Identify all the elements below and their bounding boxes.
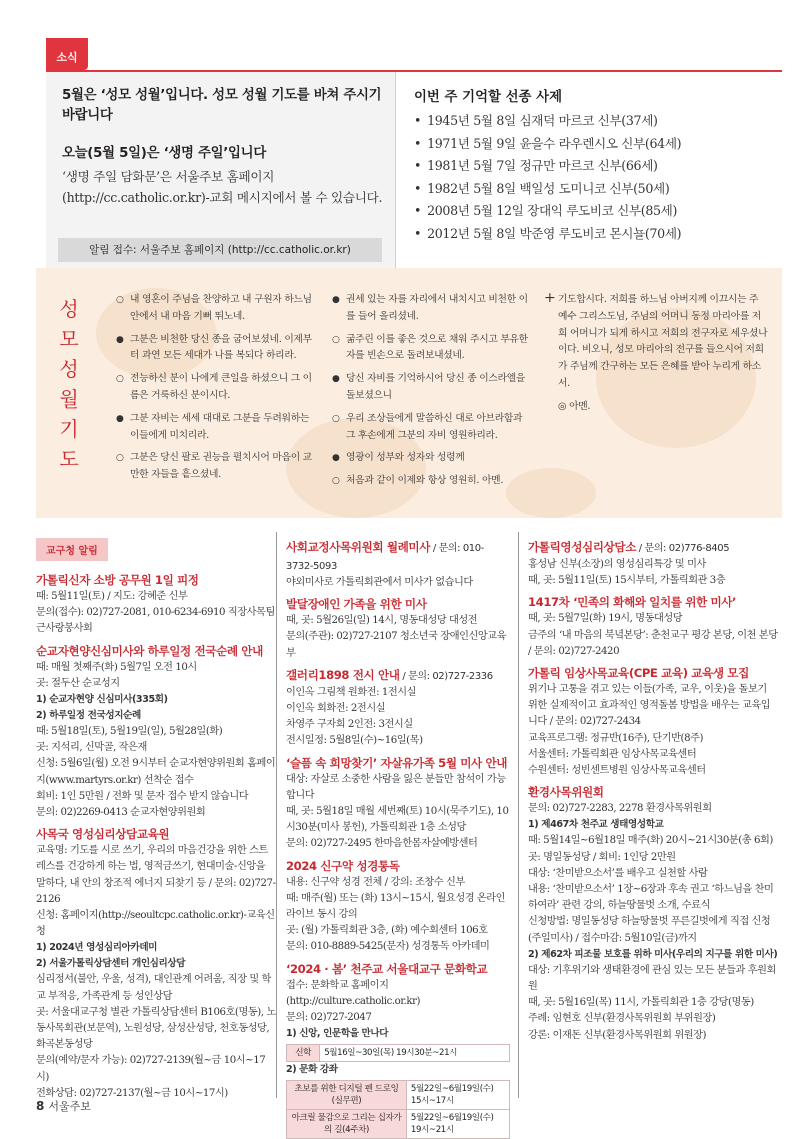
page-footer <box>36 1098 91 1114</box>
open-circle-icon: ○ <box>116 453 124 464</box>
prayer-verse <box>116 450 316 484</box>
news-line: 곳: 절두산 순교성지 <box>36 677 120 689</box>
news-title-text: 순교자현양신심미사와 하루일정 전국순례 안내 <box>36 643 263 658</box>
prayer-verse-text: 굶주린 이를 좋은 것으로 채워 주시고 부유한 자를 빈손으로 돌려보내셨네. <box>346 333 528 362</box>
open-circle-icon: ○ <box>332 413 340 424</box>
news-line: 접수: 문화학교 홈페이지(http://culture.catholic.or.kr) <box>286 979 421 1007</box>
prayer-verse <box>116 332 316 366</box>
news-line: 대상: 자살로 소중한 사람을 잃은 분들만 참석이 가능합니다 <box>286 773 506 801</box>
news-subheading: 1) 순교자현양 신심미사(335회) <box>36 694 168 706</box>
filled-circle-icon: ● <box>116 413 124 424</box>
prayer-verse-text: 내 영혼이 주님을 찬양하고 내 구원자 하느님 안에서 내 마음 기뻐 뛰노네. <box>130 294 312 322</box>
news-title <box>36 643 276 660</box>
news-line: 내용: 신구약 성경 전체 / 강의: 조창수 신부 <box>286 876 465 888</box>
prayer-title-char: 도 <box>59 447 79 471</box>
prayer-verse <box>332 292 528 326</box>
news-title-contact: / 문의: 02)727-2336 <box>399 670 493 682</box>
news-title <box>286 755 510 772</box>
prayer-verse-text: 권세 있는 자를 자리에서 내치시고 비천한 이를 들어 올리셨네. <box>346 294 528 322</box>
news-line: 때: 5월14일~6월18일 매주(화) 20시~21시30분(총 6회) <box>528 835 773 847</box>
news-column-1 <box>36 538 276 1098</box>
news-subheading: 2) 하루일정 전국성지순례 <box>36 710 141 722</box>
may-month-heading: 5월은 ‘성모 성월’입니다. 성모 성월 기도를 바쳐 주시기 바랍니다 <box>62 88 382 123</box>
news-title-text: 가톨릭 임상사목교육(CPE 교육) 교육생 모집 <box>528 666 749 681</box>
news-title-text: ‘슬픔 속 희망찾기’ 자살유가족 5월 미사 안내 <box>286 755 508 770</box>
news-title <box>286 961 510 978</box>
life-sunday-heading: 오늘(5월 5일)은 ‘생명 주일’입니다 <box>62 146 266 161</box>
news-title <box>528 665 778 682</box>
prayer-verse <box>116 411 316 445</box>
news-line: 때, 곳: 5월11일(토) 15시부터, 가톨릭회관 3층 <box>528 575 726 587</box>
filled-circle-icon: ● <box>332 453 340 464</box>
news-line: 곳: 서울대교구청 별관 가톨릭상담센터 B106호(명동), 노동사목회관(보문역), 노원성당, 삼성산성당, 천호동성당, 화곡본동성당 <box>36 1006 276 1051</box>
news-line: 회비: 1인 5만원 / 전화 및 문자 접수 받지 않습니다 <box>36 790 249 802</box>
news-title <box>286 539 510 575</box>
news-line: 때: 5월18일(토), 5월19일(일), 5월28일(화) <box>36 726 223 738</box>
prayer-column-2 <box>332 292 528 496</box>
cross-icon: + <box>544 290 556 306</box>
news-line: 전화상담: 02)727-2137(월~금 10시~17시) <box>36 1087 228 1099</box>
news-line: 교육명: 기도를 시로 쓰기, 우리의 마음건강을 위한 스트레스를 건강하게 하는 법, 영적금쓰기, 현대미술-신앙을 말하다, 내 안의 창조적 에너지 되찾기 등 / 문의: 02)727-2126 <box>36 845 276 905</box>
news-title-text: 사회교정사목위원회 월례미사 <box>286 540 431 554</box>
prayer-title-char: 월 <box>59 387 79 411</box>
news-title <box>36 826 276 843</box>
prayer-title-char: 성 <box>59 357 79 381</box>
prayer-verse <box>332 450 528 467</box>
course-cell: 5월22일~6월19일(수) 19시~21시 <box>406 1110 509 1139</box>
prayer-title-char: 기 <box>59 417 79 441</box>
news-line: 때, 곳: 5월7일(화) 19시, 명동대성당 <box>528 613 683 625</box>
news-subheading: 2) 문화 강좌 <box>286 1064 338 1076</box>
news-title-text: 사목국 영성심리상담교육원 <box>36 827 170 842</box>
news-title-text: 1417차 ‘민족의 화해와 일치를 위한 미사’ <box>528 595 737 610</box>
news-line: 야외미사로 가톨릭회관에서 미사가 없습니다 <box>286 577 473 588</box>
amen-text: ◎ 아멘. <box>558 400 591 412</box>
news-line: 수원센터: 성빈센트병원 임상사목교육센터 <box>528 765 706 777</box>
news-line: 신청방법: 명일동성당 하늘땅물벗 푸른길벗에게 직접 신청(주일미사) / 접수마감: 5월10일(금)까지 <box>528 916 771 944</box>
filled-circle-icon: ● <box>332 295 340 305</box>
deceased-priest-item: • 1971년 5월 9일 윤을수 라우렌시오 신부(64세) <box>414 133 774 156</box>
news-title-text: 환경사목위원회 <box>528 785 604 800</box>
deceased-priests-list <box>414 110 774 245</box>
news-line: 위기나 고통을 겪고 있는 이들(가족, 교우, 이웃)을 돌보기 위한 실제적이고 효과적인 영적돌봄 방법을 배우는 교육입니다 / 문의: 02)727-2434 <box>528 684 771 728</box>
prayer-verse <box>116 292 316 326</box>
news-title-text: 가톨릭영성심리상담소 <box>528 540 636 554</box>
news-line: 때: 매주(월) 또는 (화) 13시~15시, 월요성경 온라인 라이브 동시 강의 <box>286 892 506 921</box>
news-line: 대상: ‘찬미받으소서’를 배우고 실천할 사람 <box>528 867 708 879</box>
course-cell: 아크릴 물감으로 그리는 십자가의 길(4주차) <box>287 1110 407 1139</box>
diocese-notice-badge: 교구청 알림 <box>36 538 108 561</box>
news-line: 때, 곳: 5월18일 매월 세번째(토) 10시(묵주기도), 10시30분(미사 봉헌), 가톨릭회관 1층 소성당 <box>286 806 509 834</box>
news-line: 이인옥 회화전: 2전시실 <box>286 703 386 715</box>
news-title-text: 2024 신구약 성경통독 <box>286 858 400 873</box>
deceased-priests-title: 이번 주 기억할 선종 사제 <box>414 90 563 105</box>
prayer-verse-text: 그분 자비는 세세 대대로 그분을 두려워하는 이들에게 미치리라. <box>130 412 310 441</box>
news-column-3 <box>528 534 778 1094</box>
news-title-contact: / 문의: 010-3732-5093 <box>286 543 484 572</box>
course-cell: 5월16일~30일(목) 19시30분~21시 <box>320 1045 510 1062</box>
news-line: 곳: 지석리, 신막골, 작은재 <box>36 742 147 754</box>
news-line: 때: 5월11일(토) / 지도: 강혜준 신부 <box>36 591 188 602</box>
news-line: 곳: 명일동성당 / 회비: 1인당 2만원 <box>528 851 676 863</box>
news-title <box>528 539 778 557</box>
news-line: 차영주 구자희 2인전: 3전시실 <box>286 719 413 731</box>
prayer-verse-text: 영광이 성부와 성자와 성령께 <box>346 452 465 464</box>
deceased-priests-panel <box>398 72 782 272</box>
news-line: 때, 곳: 5월16일(목) 11시, 가톨릭회관 1층 강당(명동) <box>528 997 754 1009</box>
news-title <box>528 594 778 611</box>
prayer-verse-text: 처음과 같이 이제와 항상 영원히. 아멘. <box>346 475 504 487</box>
course-cell: 신학 <box>287 1045 320 1062</box>
news-line: 신청: 5월6일(월) 오전 9시부터 순교자현양위원회 홈페이지(www.martyrs.or.kr) 선착순 접수 <box>36 758 276 786</box>
news-line: 강론: 이재돈 신부(환경사목위원회 위원장) <box>528 1029 707 1041</box>
prayer-verse-text: 당신 자비를 기억하시어 당신 종 이스라엘을 돌보셨으니 <box>346 373 526 401</box>
life-sunday-text: ‘생명 주일 담화문’은 서울주보 홈페이지(http://cc.catholic.or.kr)-교회 메시지에서 볼 수 있습니다. <box>62 169 383 205</box>
news-line: 문의: 010-8889-5425(문자) 성경통독 아카데미 <box>286 941 490 953</box>
news-line: 홍성남 신부(소장)의 영성심리특강 및 미사 <box>528 559 706 570</box>
prayer-verse-text: 전능하신 분이 나에게 큰일을 하셨으니 그 이름은 거룩하신 분이시다. <box>130 373 312 401</box>
news-subheading: 1) 제467차 천주교 생태영성학교 <box>528 819 664 831</box>
news-line: 때, 곳: 5월26일(일) 14시, 명동대성당 대성전 <box>286 615 478 627</box>
prayer-verse-text: 그분은 비천한 당신 종을 굽어보셨네. 이제부터 과연 모든 세대가 나를 복되다 하리라. <box>130 333 312 362</box>
news-line: 신청: 홈페이지(http://seoultcpc.catholic.or.kr)-교육신청 <box>36 910 275 938</box>
news-line: 대상: 기후위기와 생태환경에 관심 있는 모든 분들과 후원회원 <box>528 964 776 993</box>
marian-prayer-box <box>36 268 782 518</box>
news-line: 서울센터: 가톨릭회관 임상사목교육센터 <box>528 748 697 760</box>
news-title-text: 가톨릭신자 소방 공무원 1일 피정 <box>36 573 199 587</box>
news-title-text: 발달장애인 가족을 위한 미사 <box>286 597 427 612</box>
publication-name: 서울주보 <box>48 1100 91 1113</box>
news-title <box>286 667 510 685</box>
news-line: 문의: 02)727-2495 한마음한몸자살예방센터 <box>286 838 478 850</box>
prayer-title <box>58 294 80 474</box>
news-line: 이인옥 그림책 원화전: 1전시실 <box>286 686 417 698</box>
news-line: 금주의 ‘내 마음의 북녘본당’: 춘천교구 평강 본당, 이천 본당 / 문의: 02)727-2420 <box>528 629 778 657</box>
news-title <box>36 572 276 589</box>
prayer-verse <box>332 473 528 490</box>
prayer-verse <box>332 411 528 445</box>
news-title <box>286 596 510 613</box>
news-line: 전시일정: 5월8일(수)~16일(목) <box>286 735 423 747</box>
top-news-box <box>46 70 782 270</box>
course-table <box>286 1080 510 1139</box>
course-cell: 5월22일~6월19일(수) 15시~17시 <box>406 1081 509 1110</box>
notice-bar: 알림 접수: 서울주보 홈페이지 (http://cc.catholic.or.kr) <box>58 238 382 262</box>
announcement-panel <box>46 72 396 272</box>
open-circle-icon: ○ <box>116 374 124 385</box>
section-tab: 소식 <box>46 44 88 70</box>
news-line: 때: 매월 첫째주(화) 5월7일 오전 10시 <box>36 661 197 673</box>
news-line: 문의(예약/문자 가능): 02)727-2139(월~금 10시~17시) <box>36 1055 266 1083</box>
news-subheading: 2) 제62차 피조물 보호를 위하 미사(우리의 지구를 위한 미사) <box>528 948 778 960</box>
deceased-priest-item: • 2012년 5월 8일 박준영 루도비코 몬시뇰(70세) <box>414 223 774 246</box>
news-line: 문의: 02)727-2283, 2278 환경사목위원회 <box>528 803 712 815</box>
deceased-priest-item: • 1981년 5월 7일 정규만 마르코 신부(66세) <box>414 155 774 178</box>
open-circle-icon: ○ <box>332 334 340 345</box>
news-subheading: 1) 2024년 영성심리아카데미 <box>36 942 158 954</box>
prayer-title-char: 모 <box>59 327 79 351</box>
page-number: 8 <box>36 1099 45 1113</box>
open-circle-icon: ○ <box>116 295 124 305</box>
prayer-verse <box>116 371 316 405</box>
news-line: 문의: 02)2269-0413 순교자현양위원회 <box>36 807 206 819</box>
deceased-priest-item: • 2008년 5월 12일 장대익 루도비코 신부(85세) <box>414 200 774 223</box>
news-title-contact: / 문의: 02)776-8405 <box>636 543 730 554</box>
news-line: 교육프로그램: 정규반(16주), 단기반(8주) <box>528 732 704 744</box>
news-line: 문의(주관): 02)727-2107 청소년국 장애인신앙교육부 <box>286 631 507 659</box>
news-subheading: 1) 신앙, 인문학을 만나다 <box>286 1028 389 1040</box>
news-line: 곳: (월) 가톨릭회관 3층, (화) 예수회센터 106호 <box>286 925 488 937</box>
closing-prayer-text: 기도합시다. 저희를 하느님 아버지께 이끄시는 주 예수 그리스도님, 주님의 어머니 동정 마리아를 저희 어머니가 되게 하시고 저희의 전구자로 세우셨나이다. 비오니, 성모 마리아의 전구를 들으시어 저희가 주님께 간구하는 모든 은혜를 받아 누리게 하소서. <box>558 294 768 389</box>
deceased-priest-item: • 1945년 5월 8일 심재덕 마르코 신부(37세) <box>414 110 774 133</box>
news-title <box>286 858 510 875</box>
news-line: 주례: 임현호 신부(환경사목위원회 부위원장) <box>528 1013 716 1025</box>
prayer-title-char: 성 <box>59 297 79 321</box>
news-line: 문의(접수): 02)727-2081, 010-6234-6910 직장사목팀 근사랑봉사회 <box>36 607 275 635</box>
open-circle-icon: ○ <box>332 476 340 487</box>
news-line: 심리정서(불안, 우울, 성격), 대인관계 어려움, 직장 및 학교 부적응, 가족관계 등 성인상담 <box>36 974 271 1002</box>
prayer-verse <box>332 332 528 366</box>
prayer-verse <box>332 371 528 405</box>
course-cell: 초보를 위한 디지털 펜 드로잉(실무편) <box>287 1081 407 1110</box>
news-line: 문의: 02)727-2047 <box>286 1012 372 1024</box>
deceased-priest-item: • 1982년 5월 8일 백일성 도미니코 신부(50세) <box>414 178 774 201</box>
news-subheading: 2) 서울가톨릭상담센터 개인심리상담 <box>36 958 186 970</box>
news-title <box>528 784 778 801</box>
filled-circle-icon: ● <box>116 334 124 345</box>
news-title-text: ‘2024 · 봄’ 천주교 서울대교구 문화학교 <box>286 961 488 976</box>
prayer-column-1 <box>116 292 316 490</box>
filled-circle-icon: ● <box>332 374 340 385</box>
prayer-verse-text: 우리 조상들에게 말씀하신 대로 아브라함과 그 후손에게 그분의 자비 영원하리라. <box>346 412 523 441</box>
prayer-column-3 <box>544 292 770 416</box>
prayer-verse-text: 그분은 당신 팔로 권능을 펼치시어 마음이 교만한 자들을 흩으셨네. <box>130 452 312 481</box>
course-table <box>286 1044 510 1062</box>
news-column-2 <box>286 534 510 1136</box>
news-line: 내용: ‘찬미받으소서’ 1장~6장과 후속 권고 ‘하느님을 찬미하여라’ 관련 강의, 하늘땅물벗 소개, 수료식 <box>528 884 774 912</box>
news-title-text: 갤러리1898 전시 안내 <box>286 667 400 682</box>
